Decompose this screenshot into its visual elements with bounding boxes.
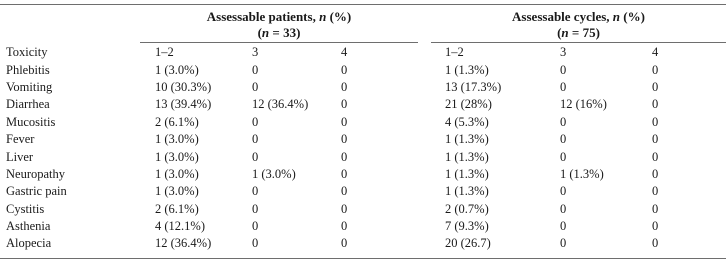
table-cell: 0 — [341, 79, 348, 94]
table-row — [0, 166, 726, 183]
table-cell: 0 — [341, 97, 348, 112]
table-row — [0, 148, 726, 165]
table-cell: 21 (28%) — [445, 97, 492, 112]
table-cell: 0 — [252, 79, 259, 94]
grade-header-cell: 3 — [560, 45, 567, 60]
grade-header-row — [0, 44, 726, 61]
table-cell: 0 — [341, 114, 348, 129]
table-cell: 0 — [252, 149, 259, 164]
table-cell: 0 — [560, 79, 567, 94]
table-row — [0, 61, 726, 78]
table-cell: 12 (36.4%) — [252, 97, 309, 112]
table-cell: 13 (39.4%) — [155, 97, 212, 112]
table-row — [0, 235, 726, 252]
table-cell: 0 — [341, 201, 348, 216]
table-cell: 1 (1.3%) — [445, 149, 489, 164]
toxicity-name: Mucositis — [6, 114, 56, 129]
table-cell: 1 (1.3%) — [445, 132, 489, 147]
toxicity-name: Phlebitis — [6, 62, 50, 77]
table-cell: 0 — [252, 184, 259, 199]
table-cell: 2 (0.7%) — [445, 201, 489, 216]
table-cell: 1 (1.3%) — [445, 166, 489, 181]
table-cell: 20 (26.7) — [445, 236, 491, 251]
table-row — [0, 183, 726, 200]
table-cell: 4 (5.3%) — [445, 114, 489, 129]
toxicity-name: Asthenia — [6, 219, 51, 234]
table-cell: 0 — [652, 114, 659, 129]
toxicity-name: Alopecia — [6, 236, 52, 251]
table-cell: 0 — [341, 219, 348, 234]
table-row — [0, 114, 726, 131]
table-cell: 0 — [341, 62, 348, 77]
grade-header-cell: 4 — [652, 45, 659, 60]
table-cell: 0 — [341, 149, 348, 164]
table-cell: 0 — [652, 201, 659, 216]
table-cell: 0 — [252, 114, 259, 129]
group-rule-cycles — [431, 42, 726, 43]
table-cell: 0 — [252, 236, 259, 251]
table-top-rule — [0, 4, 726, 5]
table-cell: 0 — [560, 132, 567, 147]
table-cell: 0 — [341, 184, 348, 199]
table-cell: 2 (6.1%) — [155, 114, 199, 129]
table-cell: 0 — [652, 97, 659, 112]
table-cell: 0 — [252, 62, 259, 77]
table-cell: 0 — [560, 62, 567, 77]
table-row — [0, 96, 726, 113]
table-row — [0, 131, 726, 148]
table-cell: 10 (30.3%) — [155, 79, 212, 94]
table-cell: 1 (1.3%) — [445, 62, 489, 77]
table-cell: 0 — [652, 62, 659, 77]
table-cell: 0 — [252, 201, 259, 216]
toxicity-name: Liver — [6, 149, 34, 164]
table-cell: 0 — [252, 132, 259, 147]
table-row — [0, 201, 726, 218]
toxicity-name: Fever — [6, 132, 35, 147]
table-cell: 0 — [560, 201, 567, 216]
toxicity-name: Vomiting — [6, 79, 53, 94]
table-cell: 1 (3.0%) — [252, 166, 296, 181]
grade-header-cell: 3 — [252, 45, 259, 60]
table-cell: 0 — [560, 114, 567, 129]
table-cell: 1 (1.3%) — [560, 166, 604, 181]
table-cell: 0 — [652, 149, 659, 164]
grade-header-cell: 4 — [341, 45, 348, 60]
table-cell: 2 (6.1%) — [155, 201, 199, 216]
group-count-patients: (n = 33) — [257, 25, 301, 40]
table-cell: 0 — [652, 166, 659, 181]
table-cell: 0 — [652, 79, 659, 94]
group-rule-patients — [140, 42, 418, 43]
table-cell: 12 (16%) — [560, 97, 607, 112]
table-cell: 0 — [341, 166, 348, 181]
group-header-cycles: Assessable cycles, n (%) — [512, 9, 645, 24]
grade-header-cell: 1–2 — [445, 45, 464, 60]
table-cell: 1 (3.0%) — [155, 166, 199, 181]
toxicity-name: Diarrhea — [6, 97, 50, 112]
table-cell: 0 — [560, 236, 567, 251]
table-cell: 0 — [252, 219, 259, 234]
group-count-cycles: (n = 75) — [557, 25, 600, 40]
table-cell: 7 (9.3%) — [445, 219, 489, 234]
toxicity-table — [0, 44, 726, 253]
group-header-patients: Assessable patients, n (%) — [206, 9, 352, 24]
toxicity-name: Cystitis — [6, 201, 45, 216]
table-cell: 0 — [652, 184, 659, 199]
table-cell: 0 — [560, 184, 567, 199]
toxicity-name: Gastric pain — [6, 184, 67, 199]
table-cell: 1 (3.0%) — [155, 149, 199, 164]
table-cell: 0 — [652, 236, 659, 251]
table-cell: 0 — [652, 219, 659, 234]
grade-header-cell: 1–2 — [155, 45, 174, 60]
table-cell: 12 (36.4%) — [155, 236, 212, 251]
table-cell: 4 (12.1%) — [155, 219, 205, 234]
table-cell: 1 (3.0%) — [155, 184, 199, 199]
table-cell: 1 (3.0%) — [155, 62, 199, 77]
column-header-toxicity: Toxicity — [6, 45, 48, 60]
table-cell: 1 (3.0%) — [155, 132, 199, 147]
table-row — [0, 79, 726, 96]
table-cell: 0 — [560, 219, 567, 234]
toxicity-name: Neuropathy — [6, 166, 66, 181]
table-row — [0, 218, 726, 235]
table-cell: 0 — [341, 132, 348, 147]
table-cell: 1 (1.3%) — [445, 184, 489, 199]
table-cell: 13 (17.3%) — [445, 79, 502, 94]
table-cell: 0 — [560, 149, 567, 164]
table-cell: 0 — [652, 132, 659, 147]
table-cell: 0 — [341, 236, 348, 251]
